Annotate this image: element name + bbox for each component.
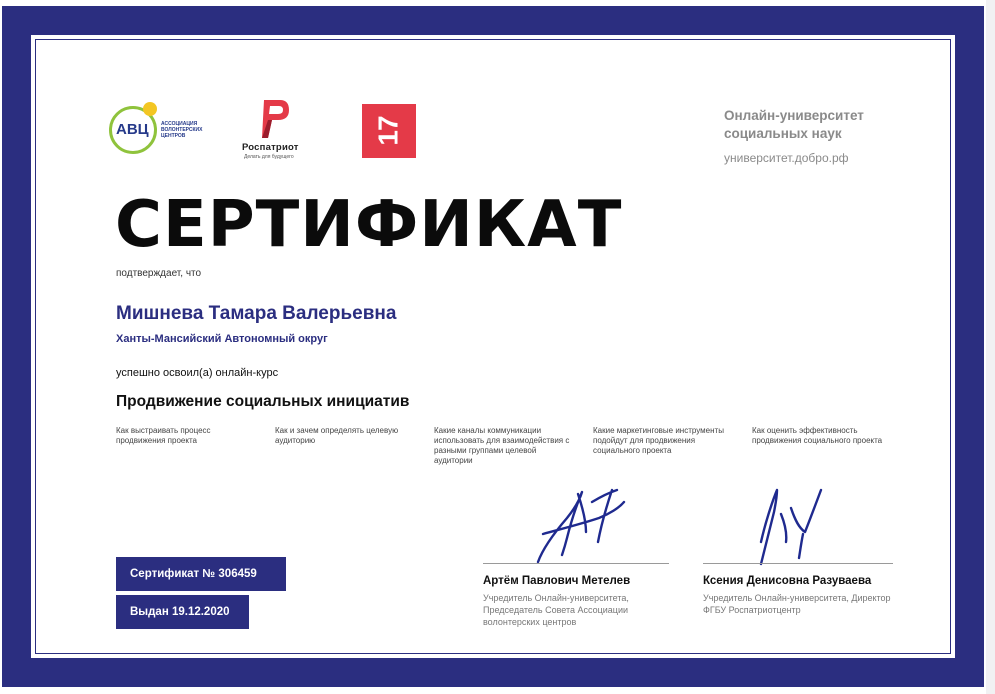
signature-line	[703, 563, 893, 564]
page-edge	[986, 0, 995, 694]
course-topic: Как и зачем определять целевую аудиторию	[275, 426, 399, 445]
seventeen-logo	[362, 104, 416, 158]
signer-name: Ксения Денисовна Разуваева	[703, 575, 872, 587]
course-topic: Какие каналы коммуникации использовать для взаимодействия с разными группами целевой аудитории	[434, 426, 570, 465]
signer-role: Учредитель Онлайн-университета, Председатель Совета Ассоциации волонтерских центров	[483, 593, 629, 627]
rospatriot-mark-icon	[260, 98, 290, 140]
avc-caption: АССОЦИАЦИЯ ВОЛОНТЕРСКИХ ЦЕНТРОВ	[161, 121, 203, 139]
passed-text: успешно освоил(а) онлайн-курс	[116, 367, 279, 379]
signature-metelev	[483, 482, 669, 567]
rospatriot-name: Роспатриот	[242, 142, 299, 153]
recipient-region: Ханты-Мансийский Автономный округ	[116, 333, 328, 345]
university-name: Онлайн-университет социальных наук	[724, 108, 864, 141]
recipient-name: Мишнева Тамара Валерьевна	[116, 303, 397, 324]
rospatriot-logo	[236, 98, 316, 164]
course-name: Продвижение социальных инициатив	[116, 393, 410, 410]
rospatriot-subtitle: Делать для будущего	[244, 154, 294, 160]
seventeen-logo-text: 17	[373, 116, 404, 146]
signer-name: Артём Павлович Метелев	[483, 575, 631, 587]
avc-dot-icon	[143, 102, 157, 116]
avc-letters: АВЦ	[116, 121, 149, 138]
signature-razuvaeva	[703, 476, 893, 567]
certificate-number-badge: Сертификат № 306459	[116, 557, 286, 591]
avc-logo	[107, 100, 217, 160]
course-topic: Какие маркетинговые инструменты подойдут для продвижения социального проекта	[593, 426, 724, 455]
signature-line	[483, 563, 669, 564]
certificate-title: СЕРТИФИКАТ	[115, 188, 623, 262]
issue-date-badge: Выдан 19.12.2020	[116, 595, 249, 629]
course-topic: Как оценить эффективность продвижения социального проекта	[752, 426, 883, 445]
confirms-text: подтверждает, что	[116, 268, 202, 279]
course-topic: Как выстраивать процесс продвижения проекта	[116, 426, 211, 445]
university-site: университет.добро.рф	[724, 151, 849, 165]
signer-role: Учредитель Онлайн-университета, Директор ФГБУ Роспатриотцентр	[703, 593, 891, 615]
